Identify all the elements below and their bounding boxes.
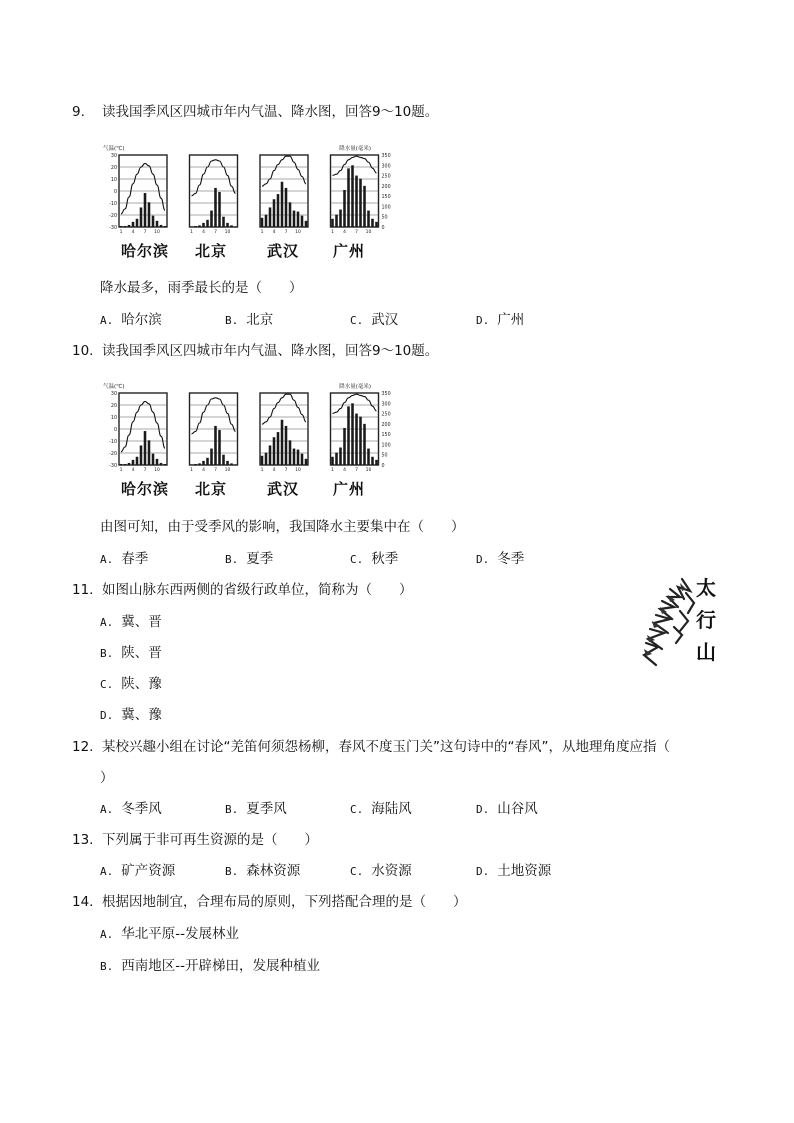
question-text: 读我国季风区四城市年内气温、降水图，回答9～10题。 <box>102 104 439 120</box>
temperature-curve <box>192 160 236 196</box>
option-c[interactable]: C. 水资源 <box>350 863 412 879</box>
temperature-tick-label: 20 <box>110 166 117 171</box>
question-number: 10. <box>72 343 94 359</box>
question-13-stem <box>72 831 318 849</box>
precipitation-bar <box>293 211 296 227</box>
month-tick-label: 7 <box>214 230 217 235</box>
precipitation-bar <box>359 179 362 227</box>
month-tick-label: 7 <box>355 468 358 473</box>
precipitation-bar <box>269 207 272 227</box>
temperature-tick-label: 0 <box>113 190 117 195</box>
precipitation-bar <box>234 464 237 465</box>
month-tick-label: 7 <box>284 230 288 235</box>
precipitation-bar <box>202 461 205 465</box>
climate-chart <box>331 393 379 473</box>
taihang-mountain-figure <box>640 573 720 673</box>
question-number: 9. <box>72 104 85 120</box>
option-d[interactable]: D. 土地资源 <box>476 863 552 879</box>
precipitation-bar <box>160 225 163 227</box>
climate-chart-group-2 <box>103 381 391 498</box>
precipitation-bar <box>273 199 276 227</box>
precipitation-bar <box>305 459 308 465</box>
option-c[interactable]: C. 武汉 <box>350 312 399 328</box>
precipitation-tick-label: 100 <box>381 443 391 449</box>
precipitation-bar <box>160 463 163 465</box>
temperature-tick-label: 0 <box>113 428 117 433</box>
option-b[interactable]: B. 夏季风 <box>225 801 287 817</box>
precipitation-tick-label: 200 <box>381 422 391 428</box>
month-tick-label: 4 <box>131 230 135 235</box>
month-tick-label: 4 <box>343 468 346 473</box>
precipitation-bar <box>289 202 292 227</box>
option-a[interactable]: A. 哈尔滨 <box>100 312 162 328</box>
temperature-tick-label: -30 <box>109 226 117 231</box>
precipitation-tick-label: 150 <box>381 433 391 439</box>
month-tick-label: 7 <box>143 468 147 473</box>
precipitation-bar <box>305 221 308 227</box>
climate-chart <box>260 155 308 235</box>
option-d[interactable]: D. 山谷风 <box>476 801 538 817</box>
precipitation-bar <box>347 406 350 465</box>
precipitation-tick-label: 300 <box>381 164 391 170</box>
question-10-subquestion: 由图可知，由于受季风的影响，我国降水主要集中在（ ） <box>100 519 465 535</box>
precipitation-bar <box>148 440 151 465</box>
month-tick-label: 4 <box>202 230 205 235</box>
option-d[interactable]: D. 冀、豫 <box>100 707 162 723</box>
precipitation-bar <box>120 226 123 227</box>
precipitation-tick-label: 300 <box>381 402 391 408</box>
temperature-tick-label: 30 <box>110 154 117 159</box>
precipitation-bar <box>144 431 147 465</box>
precipitation-bar <box>198 463 201 465</box>
month-tick-label: 10 <box>224 468 231 473</box>
city-label-wuhan: 武汉 <box>267 480 300 498</box>
temperature-tick-label: 10 <box>110 178 117 183</box>
precipitation-bar <box>343 190 346 227</box>
month-tick-label: 4 <box>343 230 346 235</box>
precipitation-axis-label: 降水量(毫米) <box>339 146 371 152</box>
precipitation-bar <box>194 464 197 465</box>
precipitation-bar <box>293 449 296 465</box>
precipitation-bar <box>343 428 346 465</box>
climate-chart <box>190 393 238 473</box>
precipitation-bar <box>281 182 284 227</box>
precipitation-bar <box>331 219 334 227</box>
precipitation-bar <box>152 216 155 227</box>
option-a[interactable]: A. 冀、晋 <box>100 614 162 630</box>
month-tick-label: 1 <box>260 230 264 235</box>
month-tick-label: 1 <box>190 468 193 473</box>
climate-chart-group-1 <box>103 143 391 260</box>
precipitation-bar <box>289 440 292 465</box>
city-label-harbin: 哈尔滨 <box>121 242 170 260</box>
precipitation-bar <box>226 223 229 227</box>
precipitation-bar <box>351 165 354 227</box>
month-tick-label: 10 <box>224 230 231 235</box>
question-10-stem <box>72 342 438 360</box>
precipitation-bar <box>301 216 304 227</box>
precipitation-bar <box>190 226 193 227</box>
temperature-curve <box>333 394 377 413</box>
month-tick-label: 1 <box>190 230 193 235</box>
question-14-stem <box>72 893 467 911</box>
precipitation-bar <box>285 426 288 465</box>
precipitation-bar <box>124 226 127 227</box>
question-text: 读我国季风区四城市年内气温、降水图，回答9～10题。 <box>102 343 439 359</box>
precipitation-tick-label: 200 <box>381 184 391 190</box>
climate-chart <box>119 155 167 235</box>
precipitation-bar <box>140 207 143 227</box>
month-tick-label: 1 <box>260 468 264 473</box>
precipitation-bar <box>210 211 213 227</box>
precipitation-bar <box>331 457 334 465</box>
precipitation-bar <box>222 217 225 227</box>
precipitation-bar <box>285 188 288 227</box>
precipitation-bar <box>355 176 358 227</box>
precipitation-bar <box>190 464 193 465</box>
month-tick-label: 4 <box>202 468 205 473</box>
precipitation-bar <box>347 168 350 227</box>
city-label-harbin: 哈尔滨 <box>121 480 170 498</box>
temperature-tick-label: 10 <box>110 416 117 421</box>
precipitation-bar <box>277 194 280 227</box>
question-11-stem <box>72 581 413 599</box>
precipitation-bar <box>375 222 378 227</box>
question-number: 14. <box>72 894 94 910</box>
precipitation-bar <box>152 454 155 465</box>
question-text: 根据因地制宜，合理布局的原则，下列搭配合理的是（ ） <box>102 894 467 910</box>
option-c[interactable]: C. 陕、豫 <box>100 676 162 692</box>
precipitation-bar <box>136 219 139 227</box>
precipitation-bar <box>339 448 342 465</box>
precipitation-bar <box>230 463 233 465</box>
precipitation-tick-label: 250 <box>381 412 391 418</box>
month-tick-label: 7 <box>143 230 147 235</box>
precipitation-bar <box>359 417 362 465</box>
precipitation-bar <box>214 188 217 227</box>
climate-charts-svg <box>103 143 391 238</box>
precipitation-bar <box>128 225 131 227</box>
precipitation-bar <box>120 464 123 465</box>
precipitation-axis-label: 降水量(毫米) <box>339 384 371 390</box>
question-12-stem-continuation: ） <box>100 770 114 786</box>
option-a[interactable]: A. 冬季风 <box>100 801 162 817</box>
question-9-stem <box>72 103 438 121</box>
question-text: 某校兴趣小组在讨论“羌笛何须怨杨柳，春风不度玉门关”这句诗中的“春风”，从地理角度应指（ <box>102 739 670 755</box>
precipitation-bar <box>226 461 229 465</box>
question-number: 13. <box>72 832 94 848</box>
option-a[interactable]: A. 华北平原--发展林业 <box>100 926 239 942</box>
precipitation-bar <box>339 210 342 227</box>
temperature-tick-label: 30 <box>110 392 117 397</box>
precipitation-bar <box>367 211 370 227</box>
city-label-guangzhou: 广州 <box>333 242 366 260</box>
temperature-curve <box>333 156 377 175</box>
mountain-label-char: 太 <box>696 576 716 600</box>
question-text: 下列属于非可再生资源的是（ ） <box>102 832 318 848</box>
precipitation-bar <box>218 430 221 465</box>
city-label-beijing: 北京 <box>195 480 228 498</box>
month-tick-label: 1 <box>119 230 123 235</box>
precipitation-bar <box>363 186 366 227</box>
option-b[interactable]: B. 森林资源 <box>225 863 301 879</box>
precipitation-bar <box>355 414 358 465</box>
precipitation-bar <box>214 426 217 465</box>
question-text: 如图山脉东西两侧的省级行政单位，简称为（ ） <box>102 582 413 598</box>
precipitation-bar <box>210 449 213 465</box>
precipitation-bar <box>148 202 151 227</box>
month-tick-label: 10 <box>365 230 372 235</box>
precipitation-bar <box>206 458 209 465</box>
precipitation-bar <box>136 457 139 465</box>
precipitation-bar <box>301 454 304 465</box>
precipitation-bar <box>140 445 143 465</box>
month-tick-label: 10 <box>365 468 372 473</box>
precipitation-bar <box>371 219 374 227</box>
precipitation-bar <box>124 464 127 465</box>
climate-chart <box>119 393 167 473</box>
month-tick-label: 10 <box>295 468 301 473</box>
option-b[interactable]: B. 陕、晋 <box>100 645 162 661</box>
temperature-axis-label: 气温(℃) <box>103 146 125 152</box>
temperature-tick-label: -10 <box>109 202 117 207</box>
option-a[interactable]: A. 矿产资源 <box>100 863 176 879</box>
precipitation-bar <box>202 223 205 227</box>
option-b[interactable]: B. 北京 <box>225 312 274 328</box>
precipitation-bar <box>234 226 237 227</box>
climate-chart <box>331 155 379 235</box>
option-a[interactable]: A. 春季 <box>100 551 149 567</box>
precipitation-tick-label: 250 <box>381 174 391 180</box>
option-d[interactable]: D. 广州 <box>476 312 525 328</box>
month-tick-label: 4 <box>272 468 276 473</box>
city-label-guangzhou: 广州 <box>333 480 366 498</box>
precipitation-bar <box>194 226 197 227</box>
climate-charts-svg <box>103 381 391 476</box>
precipitation-bar <box>144 193 147 227</box>
temperature-axis-label: 气温(℃) <box>103 384 125 390</box>
month-tick-label: 10 <box>295 230 301 235</box>
question-9-subquestion: 降水最多，雨季最长的是（ ） <box>100 280 303 296</box>
precipitation-bar <box>297 212 300 227</box>
precipitation-tick-label: 0 <box>381 464 385 469</box>
precipitation-bar <box>261 456 264 465</box>
precipitation-bar <box>281 420 284 465</box>
temperature-curve <box>262 156 306 186</box>
precipitation-bar <box>277 432 280 465</box>
precipitation-tick-label: 350 <box>381 392 391 397</box>
city-label-beijing: 北京 <box>195 242 228 260</box>
month-tick-label: 1 <box>119 468 123 473</box>
month-tick-label: 7 <box>214 468 217 473</box>
precipitation-bar <box>363 424 366 465</box>
temperature-curve <box>262 394 306 424</box>
precipitation-bar <box>206 220 209 227</box>
precipitation-bar <box>156 221 159 227</box>
precipitation-bar <box>375 460 378 465</box>
climate-chart <box>260 393 308 473</box>
temperature-curve <box>121 401 165 451</box>
question-12-stem <box>72 738 670 756</box>
precipitation-tick-label: 100 <box>381 205 391 211</box>
question-number: 11. <box>72 582 94 598</box>
month-tick-label: 4 <box>272 230 276 235</box>
option-b[interactable]: B. 夏季 <box>225 551 274 567</box>
precipitation-bar <box>230 225 233 227</box>
precipitation-bar <box>265 215 268 227</box>
mountain-range-icon <box>640 573 700 673</box>
option-b[interactable]: B. 西南地区--开辟梯田，发展种植业 <box>100 958 320 974</box>
temperature-curve <box>192 398 236 434</box>
month-tick-label: 10 <box>154 468 160 473</box>
month-tick-label: 10 <box>154 230 160 235</box>
precipitation-bar <box>367 449 370 465</box>
precipitation-bar <box>198 225 201 227</box>
month-tick-label: 1 <box>331 230 334 235</box>
temperature-tick-label: 20 <box>110 404 117 409</box>
precipitation-bar <box>351 403 354 465</box>
mountain-label-char: 行 <box>696 608 716 632</box>
option-c[interactable]: C. 海陆风 <box>350 801 412 817</box>
precipitation-tick-label: 150 <box>381 195 391 201</box>
precipitation-bar <box>132 460 135 465</box>
temperature-curve <box>121 163 165 213</box>
precipitation-bar <box>335 453 338 465</box>
temperature-tick-label: -20 <box>109 452 117 457</box>
precipitation-bar <box>335 215 338 227</box>
month-tick-label: 4 <box>131 468 135 473</box>
precipitation-bar <box>261 218 264 227</box>
temperature-tick-label: -10 <box>109 440 117 445</box>
precipitation-bar <box>371 457 374 465</box>
precipitation-bar <box>164 464 167 465</box>
precipitation-bar <box>269 445 272 465</box>
month-tick-label: 1 <box>331 468 334 473</box>
precipitation-bar <box>156 459 159 465</box>
month-tick-label: 7 <box>355 230 358 235</box>
precipitation-bar <box>297 450 300 465</box>
month-tick-label: 7 <box>284 468 288 473</box>
precipitation-tick-label: 50 <box>381 453 388 459</box>
precipitation-tick-label: 0 <box>381 226 385 231</box>
precipitation-bar <box>218 192 221 227</box>
precipitation-bar <box>273 437 276 465</box>
precipitation-bar <box>265 453 268 465</box>
mountain-label-char: 山 <box>696 640 716 664</box>
option-d[interactable]: D. 冬季 <box>476 551 525 567</box>
option-c[interactable]: C. 秋季 <box>350 551 399 567</box>
temperature-tick-label: -30 <box>109 464 117 469</box>
city-label-wuhan: 武汉 <box>267 242 300 260</box>
precipitation-bar <box>128 463 131 465</box>
precipitation-tick-label: 50 <box>381 215 388 221</box>
temperature-tick-label: -20 <box>109 214 117 219</box>
precipitation-bar <box>132 222 135 227</box>
precipitation-tick-label: 350 <box>381 154 391 159</box>
precipitation-bar <box>164 226 167 227</box>
precipitation-bar <box>222 455 225 465</box>
climate-chart <box>190 155 238 235</box>
question-number: 12. <box>72 739 94 755</box>
